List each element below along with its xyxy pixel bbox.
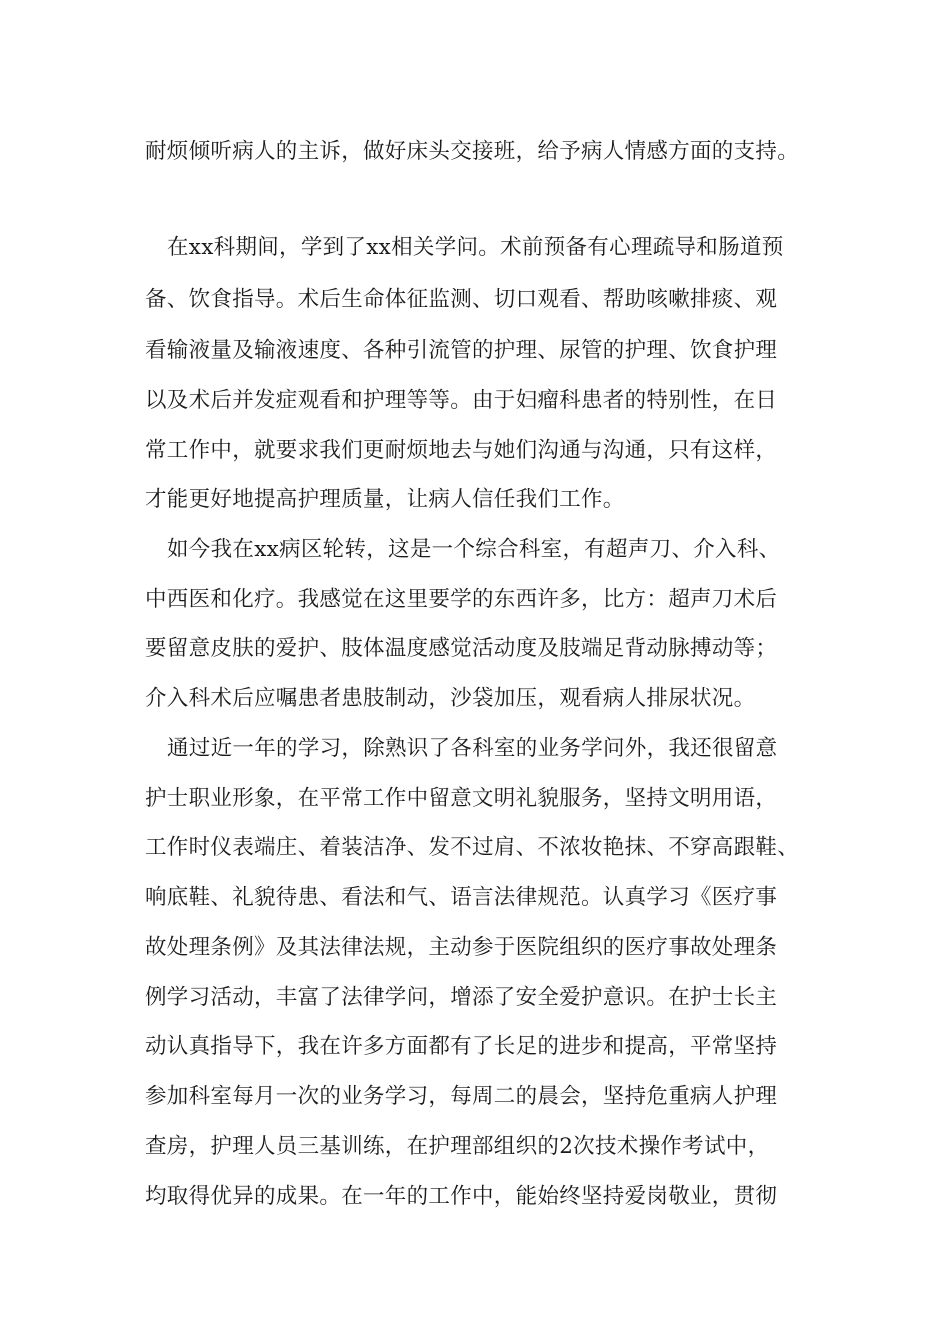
- text-line-17: 例学习活动，丰富了法律学问，增添了安全爱护意识。在护士长主: [145, 985, 778, 1010]
- text-line-9: 中西医和化疗。我感觉在这里要学的东西许多，比方：超声刀术后: [145, 587, 778, 612]
- text-line-19: 参加科室每月一次的业务学习，每周二的晨会，坚持危重病人护理: [145, 1084, 778, 1109]
- text-line-6: 常工作中，就要求我们更耐烦地去与她们沟通与沟通，只有这样，: [145, 438, 778, 463]
- text-line-1: 耐烦倾听病人的主诉，做好床头交接班，给予病人情感方面的支持。: [145, 139, 800, 164]
- text-line-14: 工作时仪表端庄、着装洁净、发不过肩、不浓妆艳抹、不穿高跟鞋、: [145, 835, 800, 860]
- text-line-16: 故处理条例》及其法律法规，主动参于医院组织的医疗事故处理条: [145, 935, 778, 960]
- text-line-13: 护士职业形象，在平常工作中留意文明礼貌服务，坚持文明用语，: [145, 786, 778, 811]
- text-line-21: 均取得优异的成果。在一年的工作中，能始终坚持爱岗敬业，贯彻: [145, 1184, 778, 1209]
- text-line-20: 查房，护理人员三基训练，在护理部组织的2次技术操作考试中，: [145, 1134, 770, 1159]
- text-line-11: 介入科术后应嘱患者患肢制动，沙袋加压，观看病人排尿状况。: [145, 686, 756, 711]
- text-line-12: 通过近一年的学习，除熟识了各科室的业务学问外，我还很留意: [167, 736, 778, 761]
- text-line-5: 以及术后并发症观看和护理等等。由于妇瘤科患者的特别性，在日: [145, 388, 778, 413]
- text-line-10: 要留意皮肤的爱护、肢体温度感觉活动度及肢端足背动脉搏动等；: [145, 636, 778, 661]
- text-line-18: 动认真指导下，我在许多方面都有了长足的进步和提高，平常坚持: [145, 1034, 778, 1059]
- text-line-15: 响底鞋、礼貌待患、看法和气、语言法律规范。认真学习《医疗事: [145, 885, 778, 910]
- text-line-3: 备、饮食指导。术后生命体征监测、切口观看、帮助咳嗽排痰、观: [145, 287, 778, 312]
- text-line-4: 看输液量及输液速度、各种引流管的护理、尿管的护理、饮食护理: [145, 338, 778, 363]
- text-line-7: 才能更好地提高护理质量，让病人信任我们工作。: [145, 487, 625, 512]
- text-line-2: 在xx科期间，学到了xx相关学问。术前预备有心理疏导和肠道预: [167, 235, 784, 260]
- text-line-8: 如今我在xx病区轮转，这是一个综合科室，有超声刀、介入科、: [167, 537, 781, 562]
